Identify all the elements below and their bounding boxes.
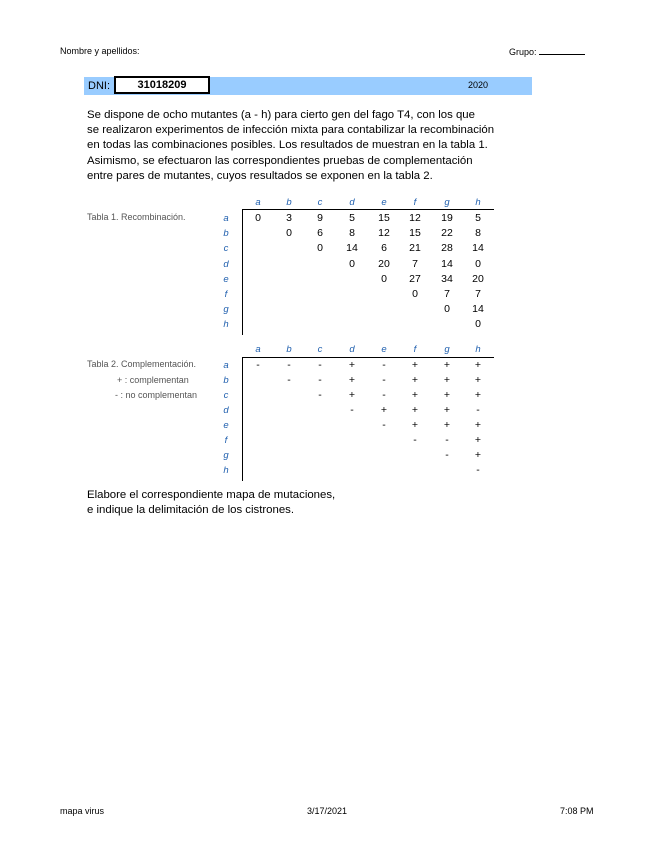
table-cell: - <box>318 389 322 401</box>
row-label: b <box>223 375 229 386</box>
table-cell: - <box>382 374 386 386</box>
table-cell: + <box>348 389 356 401</box>
table-cell: 20 <box>472 272 484 285</box>
column-header: b <box>286 197 292 208</box>
footer-date: 3/17/2021 <box>307 806 348 816</box>
table2-label: Tabla 2. Complementación. <box>87 359 197 369</box>
table-cell: 14 <box>441 257 453 270</box>
table-cell: - <box>382 419 386 431</box>
row-label: g <box>223 304 229 316</box>
row-label: f <box>224 435 228 446</box>
table-cell: 15 <box>378 212 390 224</box>
table-cell: - <box>445 449 449 461</box>
table-cell: 19 <box>441 212 453 224</box>
row-label: h <box>223 319 229 331</box>
column-header: d <box>349 197 355 208</box>
table-cell: 15 <box>409 227 421 240</box>
header-rule <box>242 209 494 210</box>
table-cell: - <box>256 359 260 371</box>
table-cell: 0 <box>444 303 450 316</box>
dni-label: DNI: <box>88 80 110 92</box>
dni-value: 31018209 <box>114 76 210 94</box>
table-cell: 27 <box>409 272 421 285</box>
column-header: b <box>286 344 292 355</box>
table-cell: 20 <box>378 257 390 270</box>
table-cell: + <box>443 389 451 401</box>
column-header: e <box>381 344 387 355</box>
table-cell: + <box>443 359 451 371</box>
column-header: a <box>255 344 261 355</box>
table-cell: + <box>411 404 419 416</box>
table-cell: + <box>443 419 451 431</box>
table-cell: 0 <box>255 212 261 224</box>
footer-time: 7:08 PM <box>560 806 594 816</box>
intro-line: en todas las combinaciones posibles. Los resultados de muestran en la tabla 1. <box>87 139 488 152</box>
table-cell: 0 <box>475 318 481 331</box>
closing-line: Elabore el correspondiente mapa de mutaciones, <box>87 489 336 501</box>
column-header: e <box>381 197 387 208</box>
table-cell: 14 <box>472 303 484 316</box>
table-cell: 34 <box>441 272 453 285</box>
table-cell: + <box>411 359 419 371</box>
table-cell: 7 <box>475 288 481 300</box>
table-cell: + <box>474 419 482 431</box>
column-header: f <box>413 197 417 208</box>
row-label-rule <box>242 357 243 481</box>
row-label: e <box>223 273 229 285</box>
row-label: h <box>223 465 229 476</box>
table-cell: 8 <box>349 227 355 240</box>
table-cell: - <box>476 404 480 416</box>
name-label: Nombre y apellidos: <box>60 46 140 56</box>
table-cell: 0 <box>381 272 387 285</box>
table-cell: + <box>411 374 419 386</box>
row-label: e <box>223 420 229 431</box>
table-cell: + <box>411 419 419 431</box>
table-cell: 0 <box>286 227 292 240</box>
table-cell: + <box>474 434 482 446</box>
intro-line: entre pares de mutantes, cuyos resultados se exponen en la tabla 2. <box>87 169 433 182</box>
table-cell: + <box>474 389 482 401</box>
table-cell: 7 <box>412 257 418 270</box>
footer-filename: mapa virus <box>60 806 105 816</box>
row-label-rule <box>242 209 243 335</box>
column-header: f <box>413 344 417 355</box>
closing-paragraph <box>87 488 335 518</box>
legend-minus: - : no complementan <box>115 390 198 400</box>
table-cell: - <box>287 359 291 371</box>
row-label: c <box>223 390 229 401</box>
table-cell: 14 <box>346 242 358 255</box>
table-cell: 28 <box>441 242 453 255</box>
table-cell: + <box>348 359 356 371</box>
table-cell: 0 <box>412 288 418 300</box>
row-label: d <box>223 405 229 416</box>
table-cell: 0 <box>317 242 323 255</box>
group-field <box>509 46 585 57</box>
table-cell: 12 <box>378 227 390 240</box>
closing-line: e indique la delimitación de los cistrones. <box>87 504 295 517</box>
table-cell: 8 <box>475 227 481 240</box>
intro-paragraph <box>87 108 494 184</box>
column-header: c <box>317 197 323 208</box>
table-cell: 5 <box>349 212 355 224</box>
year-label: 2020 <box>468 80 489 90</box>
row-label: a <box>223 213 229 224</box>
table-cell: 7 <box>444 288 450 300</box>
row-label: a <box>223 360 229 371</box>
table-cell: - <box>445 434 449 446</box>
table-cell: 14 <box>472 242 484 255</box>
table-cell: - <box>318 374 322 386</box>
table-cell: - <box>382 389 386 401</box>
table-cell: - <box>476 464 480 476</box>
table-cell: - <box>350 404 354 416</box>
table1-label: Tabla 1. Recombinación. <box>87 212 186 222</box>
column-header: d <box>349 344 355 355</box>
table-cell: 12 <box>409 212 421 224</box>
table-cell: - <box>318 359 322 371</box>
intro-line: se realizaron experimentos de infección mixta para contabilizar la recombinación <box>87 124 495 137</box>
column-header: g <box>444 197 450 208</box>
table-cell: + <box>348 374 356 386</box>
legend-plus: + : complementan <box>117 375 189 385</box>
column-header: c <box>317 344 323 355</box>
column-header: h <box>475 344 481 355</box>
table-cell: 0 <box>475 257 481 270</box>
column-header: a <box>255 197 261 208</box>
table-cell: 6 <box>381 242 387 255</box>
group-label: Grupo: <box>509 47 537 57</box>
intro-line: Asimismo, se efectuaron las correspondientes pruebas de complementación <box>87 154 473 167</box>
table-cell: 3 <box>286 212 292 224</box>
row-label: g <box>223 450 229 461</box>
group-blank-line <box>539 46 585 55</box>
column-header: h <box>475 197 481 208</box>
table-cell: + <box>443 374 451 386</box>
table-cell: + <box>443 404 451 416</box>
table-cell: 9 <box>317 212 323 224</box>
table-cell: + <box>411 389 419 401</box>
row-label: d <box>223 258 229 270</box>
row-label: c <box>223 243 229 255</box>
table-cell: + <box>474 359 482 371</box>
row-label: f <box>224 289 228 300</box>
table-cell: + <box>474 374 482 386</box>
row-label: b <box>223 228 229 240</box>
table-cell: 0 <box>349 257 355 270</box>
header-rule <box>242 357 494 358</box>
table-cell: - <box>413 434 417 446</box>
table-cell: 21 <box>409 242 421 255</box>
table-cell: + <box>380 404 388 416</box>
column-header: g <box>444 344 450 355</box>
table-cell: + <box>474 449 482 461</box>
intro-line: Se dispone de ocho mutantes (a - h) para cierto gen del fago T4, con los que <box>87 109 475 121</box>
table-cell: - <box>382 359 386 371</box>
table-cell: 5 <box>475 212 481 224</box>
table-cell: 22 <box>441 227 453 240</box>
table-cell: 6 <box>317 227 323 240</box>
table-cell: - <box>287 374 291 386</box>
